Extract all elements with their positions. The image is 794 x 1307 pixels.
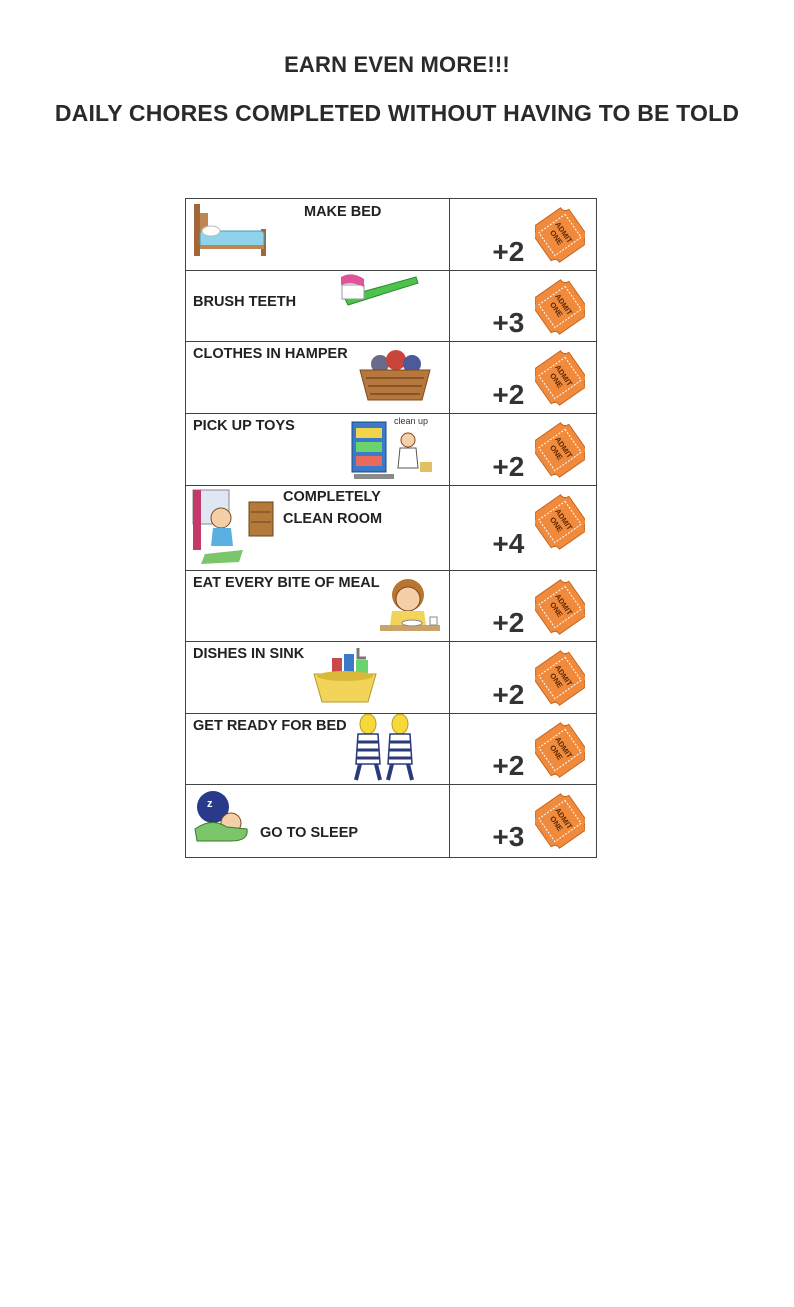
chore-row	[186, 414, 597, 486]
chore-row	[186, 571, 597, 642]
chore-label: GET READY FOR BED	[193, 718, 347, 734]
chore-row	[186, 785, 597, 858]
page-title: EARN EVEN MORE!!!	[284, 52, 510, 77]
toy-shelf-icon	[350, 414, 442, 482]
chore-label: GO TO SLEEP	[260, 825, 359, 841]
chore-label: BRUSH TEETH	[193, 294, 297, 310]
dishes-sink-icon	[310, 644, 380, 708]
admit-one-ticket-icon	[535, 720, 585, 780]
admit-one-ticket-icon	[535, 348, 585, 408]
points-value: +2	[492, 379, 525, 410]
points-value: +3	[492, 821, 525, 852]
admit-one-ticket-icon	[535, 791, 585, 851]
chore-label: MAKE BED	[304, 204, 382, 220]
admit-one-ticket-icon	[535, 277, 585, 337]
chore-row	[186, 342, 597, 414]
chore-row	[186, 271, 597, 342]
points-value: +2	[492, 451, 525, 482]
admit-one-ticket-icon	[535, 420, 585, 480]
admit-one-ticket-icon	[535, 648, 585, 708]
svg-text:z: z	[207, 798, 213, 810]
admit-one-ticket-icon	[535, 205, 585, 265]
toothbrush-icon	[338, 271, 420, 311]
chore-label: EAT EVERY BITE OF MEAL	[193, 575, 380, 591]
bed-icon	[191, 201, 269, 261]
points-value: +4	[492, 528, 525, 559]
points-value: +3	[492, 307, 525, 338]
sleeping-child-icon	[191, 789, 255, 843]
admit-one-ticket-icon	[535, 577, 585, 637]
chore-row	[186, 642, 597, 714]
points-value: +2	[492, 607, 525, 638]
chore-row	[186, 486, 597, 571]
points-value: +2	[492, 750, 525, 781]
chores-table	[185, 198, 597, 858]
cleaning-room-icon	[191, 488, 277, 566]
laundry-basket-icon	[356, 350, 434, 402]
page-subtitle: DAILY CHORES COMPLETED WITHOUT HAVING TO BE TOLD	[54, 100, 740, 126]
icon-caption: clean up	[394, 416, 429, 426]
admit-one-ticket-icon	[535, 492, 585, 552]
bananas-pajamas-icon	[348, 714, 428, 782]
chore-row	[186, 714, 597, 785]
girl-eating-icon	[378, 573, 444, 635]
chore-label: DISHES IN SINK	[193, 646, 305, 662]
points-value: +2	[492, 679, 525, 710]
points-value: +2	[492, 236, 525, 267]
chore-label: PICK UP TOYS	[193, 418, 295, 434]
chore-label: CLOTHES IN HAMPER	[193, 346, 348, 362]
chore-row	[186, 199, 597, 271]
chore-label: COMPLETELY CLEAN ROOM	[283, 489, 383, 527]
